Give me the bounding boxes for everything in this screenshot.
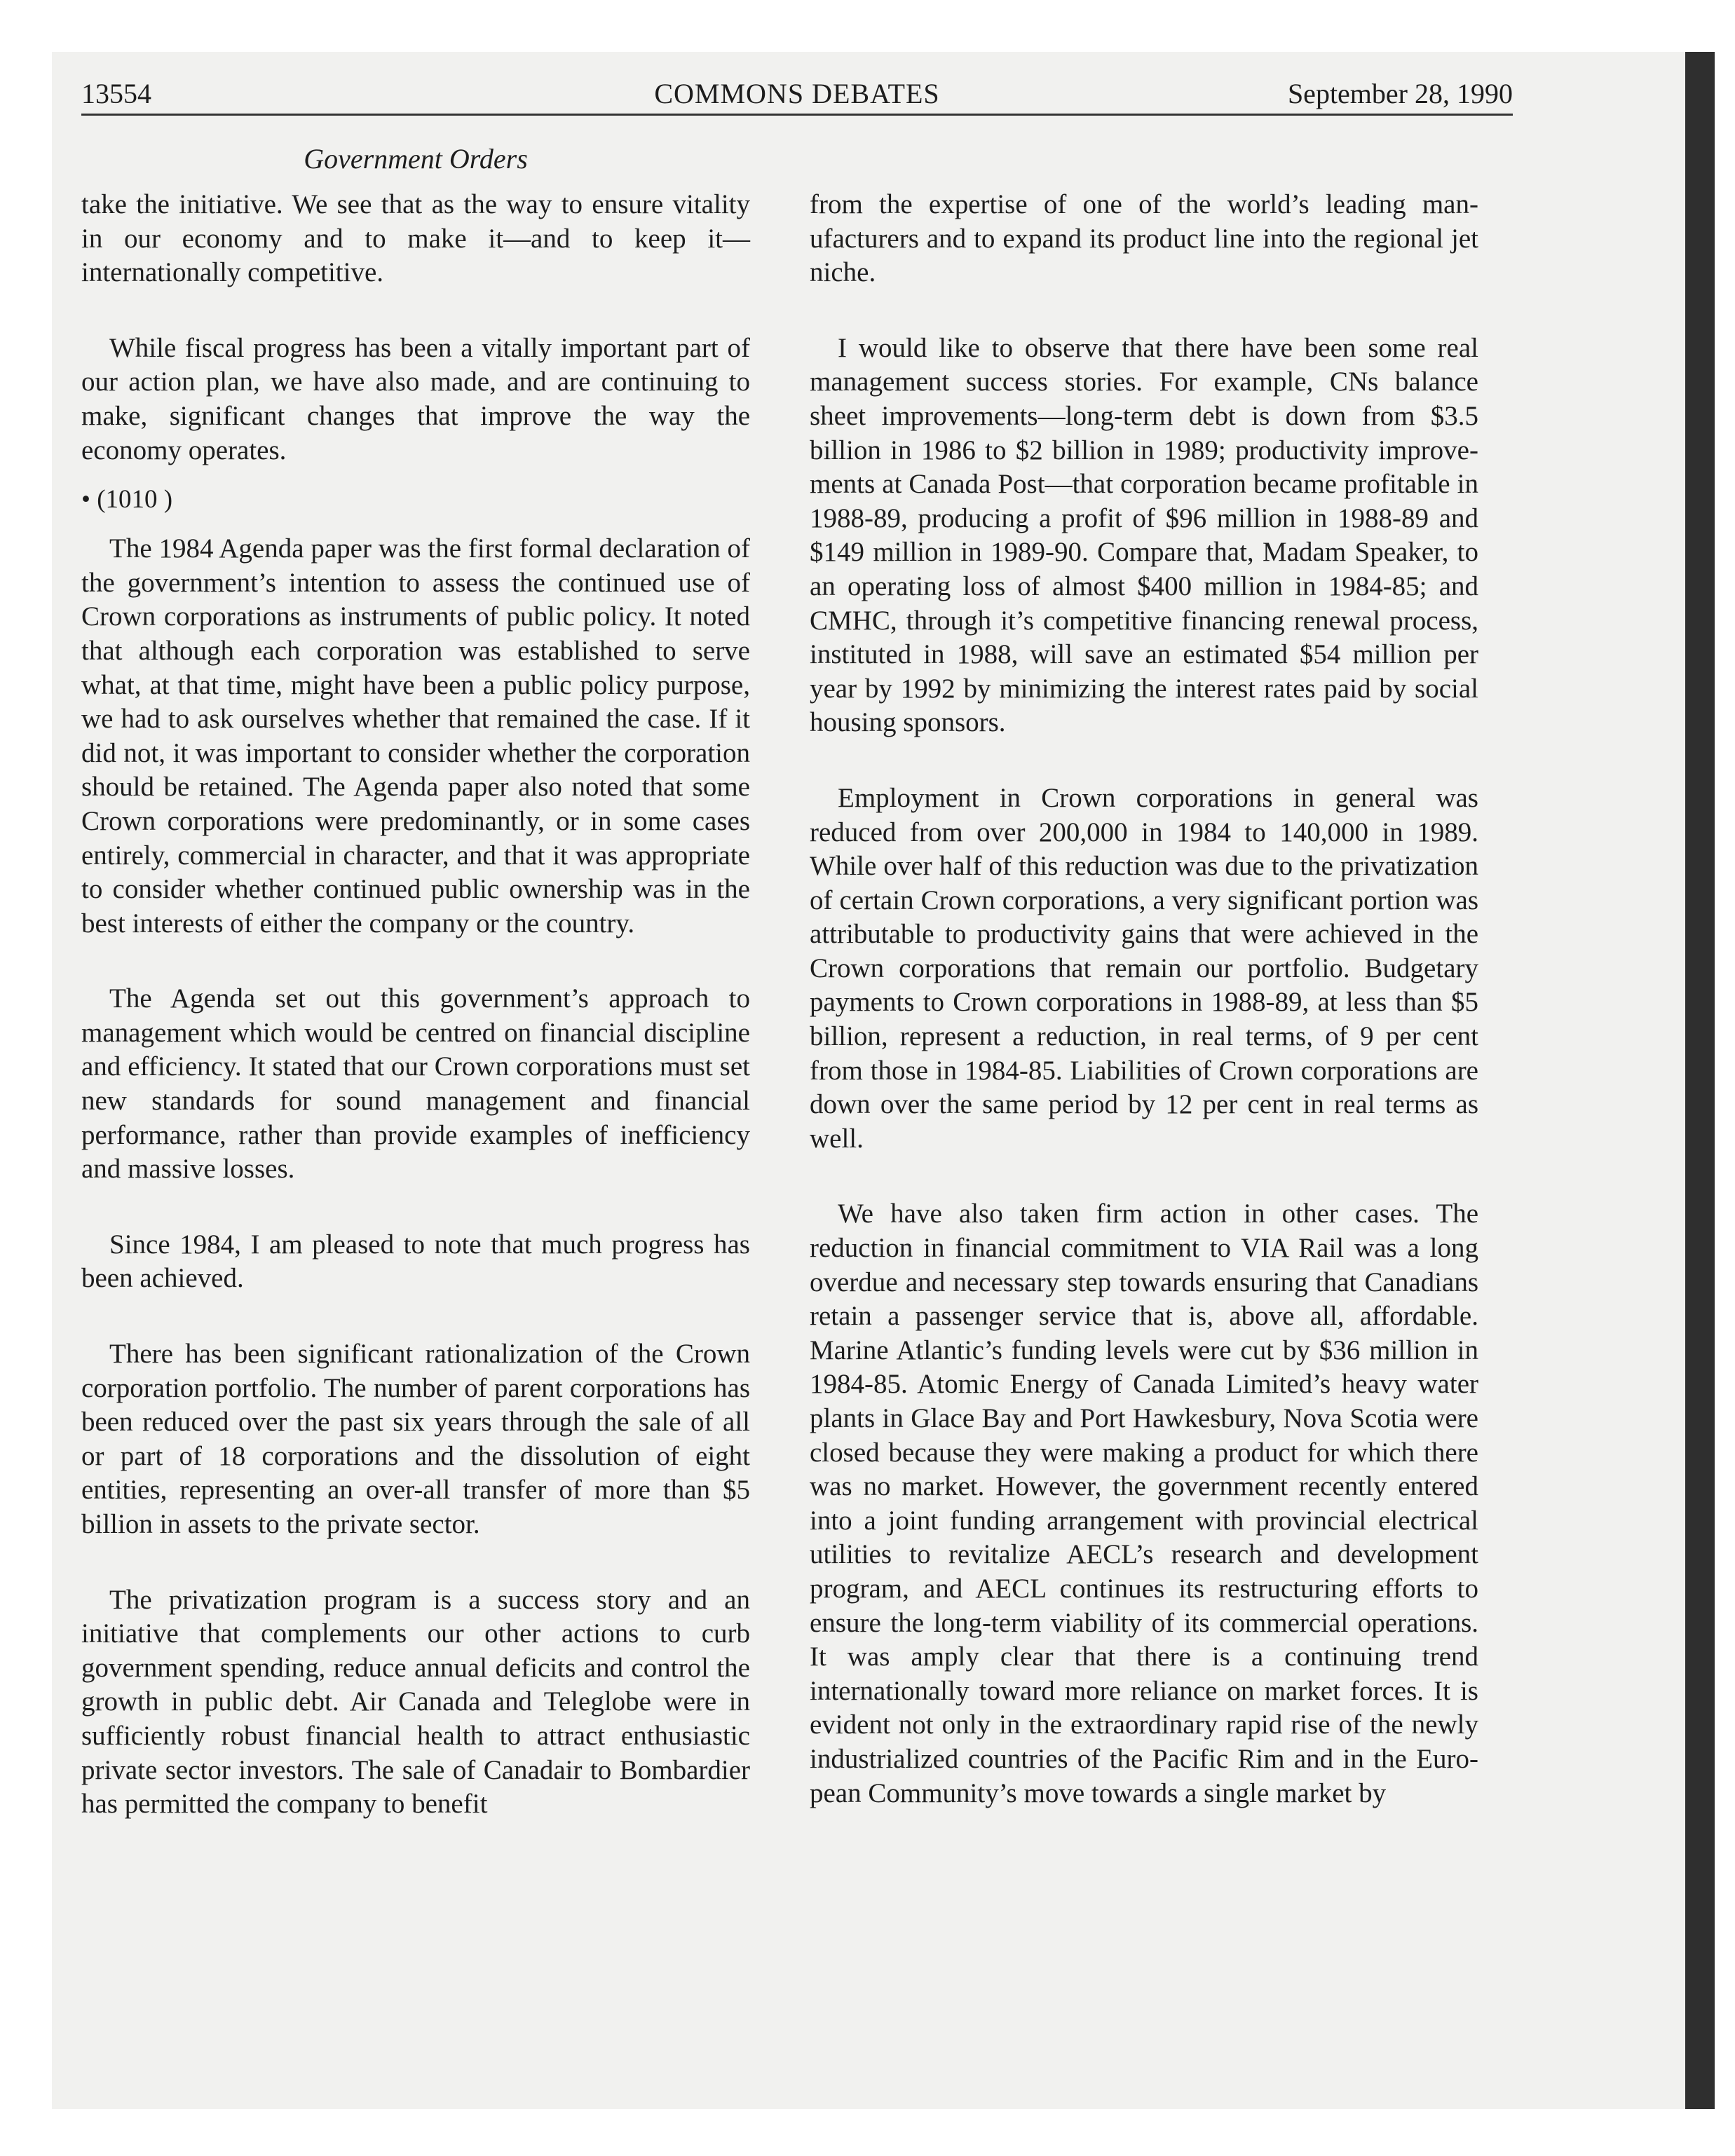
header-rule — [81, 114, 1513, 116]
left-column — [81, 188, 750, 1822]
paragraph: The 1984 Agenda paper was the first formal declaration of the government’s intention to assess the continued use of Crown corporations as instruments of public policy. It noted that although each corporation was established to serve what, at that time, might have been a public policy purpose, we had to ask ourselves whether that remained the case. If it did not, it was important to consider whether the corporation should be retained. The Agenda paper also noted that some Crown corporations were predominantly, or in some cases entirely, commercial in character, and that it was appropriate to consider whether continued public ownership was in the best interests of either the company or the country. — [81, 533, 750, 939]
section-heading: Government Orders — [304, 143, 528, 175]
paragraph: We have also taken firm action in other cases. The reduction in financial commitment to VIA Rail was a long overdue and necessary step towards ensuring that Canadians retain a passenger service that is, above all, affordable. Marine Atlantic’s funding levels were cut by $36 million in 1984-85. Atomic Energy of Canada Limited’s heavy water plants in Glace Bay and Port Hawkesbury, Nova Scotia were closed because they were making a product for which there was no market. However, the government recently entered into a joint funding arrangement with provincial electrical utilities to revitalize AECL’s research and development program, and AECL continues its restructuring efforts to ensure the long-term viability of its commercial operations. It was amply clear that there is a continuing trend internationally toward more reliance on market forces. It is evident not only in the extraordinary rapid rise of the newly industrialized countries of the Pacific Rim and in the European Community’s move towards a single market by — [810, 1199, 1478, 1808]
publication-date: September 28, 1990 — [1287, 78, 1513, 109]
paragraph: Since 1984, I am pleased to note that much progress has been achieved. — [81, 1229, 750, 1294]
paragraph: take the initiative. We see that as the way to ensure vitality in our economy and to make it—and to keep it—internationally competitive. — [81, 189, 750, 288]
publication-title: COMMONS DEBATES — [654, 78, 940, 109]
right-column — [810, 188, 1478, 1810]
page-header — [81, 73, 1513, 115]
paragraph: The Agenda set out this government’s approach to management which would be centred on financial discipline and efficiency. It stated that our Crown corporations must set new standards for sound management and financial performance, rather than provide examples of inefficiency and massive losses. — [81, 983, 750, 1185]
paragraph: Employment in Crown corporations in general was reduced from over 200,000 in 1984 to 140,000 in 1989. While over half of this reduction was due to the privatization of certain Crown corporations, a very significant portion was attributable to productivity gains that were achieved in the Crown corporations that remain our portfolio. Budgetary payments to Crown corporations in 1988-89, at less than $5 billion, represent a reduction, in real terms, of 9 per cent from those in 1984-85. Liabilities of Crown corporations are down over the same period by 12 per cent in real terms as well. — [810, 782, 1478, 1154]
binding-edge-shadow — [1685, 52, 1715, 2109]
paragraph: There has been significant rationalization of the Crown corporation portfolio. The number of parent corporations has been reduced over the past six years through the sale of all or part of 18 corporations and the dissolution of eight entities, representing an over-all transfer of more than $5 billion in assets to the private sector. — [81, 1339, 750, 1539]
time-marker: • (1010 ) — [81, 485, 173, 514]
paragraph: The privatization program is a success story and an initiative that complements our other actions to curb government spending, reduce annual deficits and control the growth in public debt. Air Canada and Teleglobe were in sufficiently robust financial health to attract enthusiastic private sector investors. The sale of Canadair to Bombardier has permitted the company to benefit — [81, 1584, 750, 1820]
paragraph: I would like to observe that there have been some real management success stories. For example, CNs balance sheet improvements—long-term debt is down from $3.5 billion in 1986 to $2 billion in 1989; productivity improvements at Canada Post—that corporation became profitable in 1988-89, producing a profit of $96 million in 1988-89 and $149 million in 1989-90. Compare that, Madam Speaker, to an operating loss of almost $400 million in 1984-85; and CMHC, through it’s competitive financing renewal process, instituted in 1988, will save an estimated $54 million per year by 1992 by minimizing the interest rates paid by social housing sponsors. — [810, 332, 1478, 738]
page-number: 13554 — [81, 78, 151, 109]
paragraph: from the expertise of one of the world’s leading manufacturers and to expand its product line into the regional jet niche. — [810, 189, 1478, 288]
paragraph: While fiscal progress has been a vitally important part of our action plan, we have also made, and are continuing to make, significant changes that improve the way the economy operates. — [81, 332, 750, 465]
